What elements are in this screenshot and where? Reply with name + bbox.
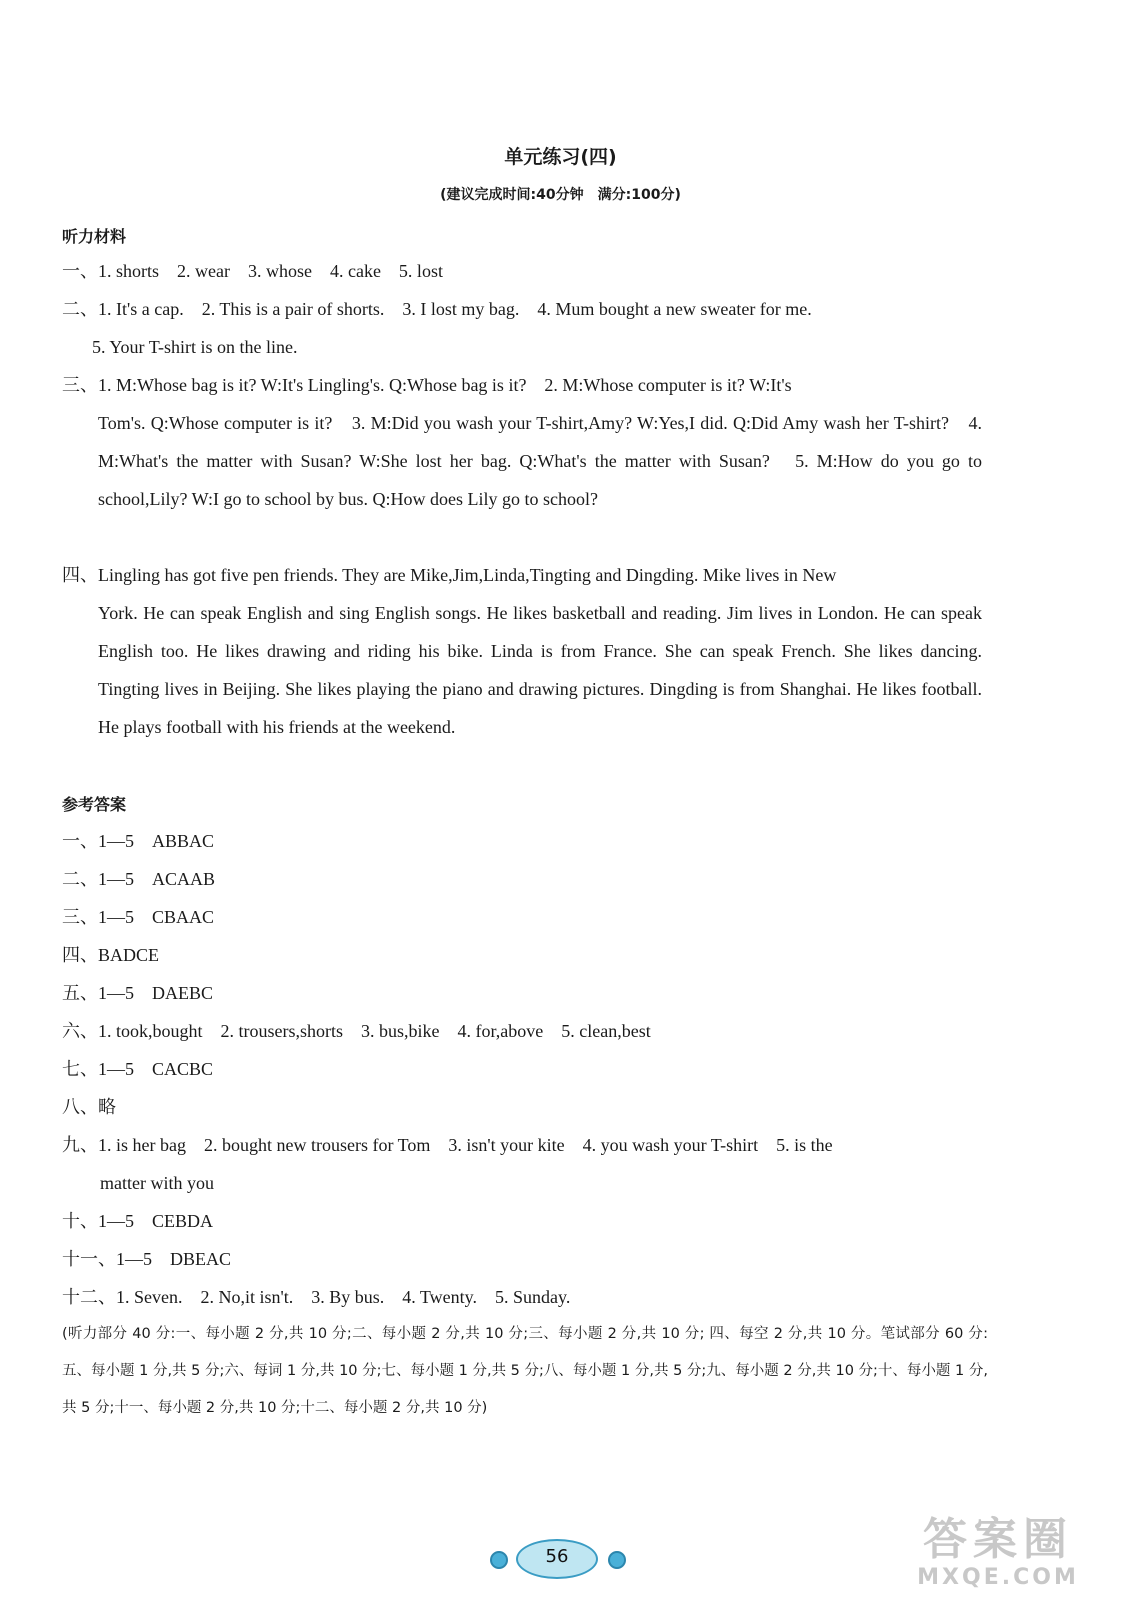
badge-right-dot-icon	[608, 1551, 626, 1569]
badge-left-dot-icon	[490, 1551, 508, 1569]
answer-item: 六、1. took,bought 2. trousers,shorts 3. bus,bike 4. for,above 5. clean,best	[62, 1021, 651, 1041]
page-subtitle: (建议完成时间:40分钟 满分:100分)	[440, 187, 681, 203]
answer-item: 三、1—5 CBAAC	[62, 907, 215, 927]
page-title: 单元练习(四)	[504, 146, 617, 168]
watermark	[893, 1515, 1103, 1595]
listening-section-2-line-2: 5. Your T-shirt is on the line.	[92, 337, 298, 357]
watermark-logo-text: 答案圈	[923, 1514, 1073, 1565]
answer-item: 十二、1. Seven. 2. No,it isn't. 3. By bus. 4. Twenty. 5. Sunday.	[62, 1287, 571, 1307]
answer-item: 一、1—5 ABBAC	[62, 831, 215, 851]
listening-section-3-body: Tom's. Q:Whose computer is it? 3. M:Did you wash your T-shirt,Amy? W:Yes,I did. Q:Did Amy wash her T-shirt? 4. M:What's the matter with Susan? W:She lost her bag. Q:What's the matter with Susan? 5. M:How do you go to school,Lily? W:I go to school by bus. Q:How does Lily go to school?	[98, 413, 982, 509]
watermark-url: MXQE.COM	[917, 1565, 1079, 1590]
listening-section-2-line-1: 二、1. It's a cap. 2. This is a pair of shorts. 3. I lost my bag. 4. Mum bought a new sweater for me.	[62, 299, 812, 319]
answer-item-9-line-2: matter with you	[100, 1173, 214, 1193]
answer-item: 八、略	[62, 1097, 116, 1117]
listening-section-4-body: York. He can speak English and sing English songs. He likes basketball and reading. Jim lives in London. He can speak English too. He likes drawing and riding his bike. Linda is from France. She can speak French. She likes dancing. Tingting lives in Beijing. She likes playing the piano and drawing pictures. Dingding is from Shanghai. He likes football. He plays football with his friends at the weekend.	[98, 603, 982, 737]
answer-item: 二、1—5 ACAAB	[62, 869, 216, 889]
answer-item-9-line-1: 九、1. is her bag 2. bought new trousers for Tom 3. isn't your kite 4. you wash your T-shirt 5. is the	[62, 1135, 833, 1155]
answer-item: 十一、1—5 DBEAC	[62, 1249, 232, 1269]
listening-section-3-first-line: 三、1. M:Whose bag is it? W:It's Lingling's. Q:Whose bag is it? 2. M:Whose computer is it? W:It's	[62, 375, 792, 395]
listening-heading: 听力材料	[62, 227, 127, 246]
page-number: 56	[545, 1546, 569, 1567]
listening-section-1: 一、1. shorts 2. wear 3. whose 4. cake 5. lost	[62, 261, 443, 281]
answer-item: 七、1—5 CACBC	[62, 1059, 214, 1079]
listening-section-4-first-line: 四、Lingling has got five pen friends. They are Mike,Jim,Linda,Tingting and Dingding. Mike lives in New	[62, 565, 837, 585]
answers-heading: 参考答案	[62, 795, 127, 814]
answer-item: 十、1—5 CEBDA	[62, 1211, 214, 1231]
score-note: (听力部分 40 分:一、每小题 2 分,共 10 分;二、每小题 2 分,共 10 分;三、每小题 2 分,共 10 分; 四、每空 2 分,共 10 分。笔试部分 60 分:五、每小题 1 分,共 5 分;六、每词 1 分,共 10 分;七、每小题 1 分,共 5 分;八、每小题 1 分,共 5 分;九、每小题 2 分,共 10 分;十、每小题 1 分,共 5 分;十一、每小题 2 分,共 10 分;十二、每小题 2 分,共 10 分)	[62, 1326, 988, 1416]
answer-item: 四、BADCE	[62, 945, 160, 965]
page-number-badge	[488, 1537, 633, 1581]
answer-item: 五、1—5 DAEBC	[62, 983, 214, 1003]
